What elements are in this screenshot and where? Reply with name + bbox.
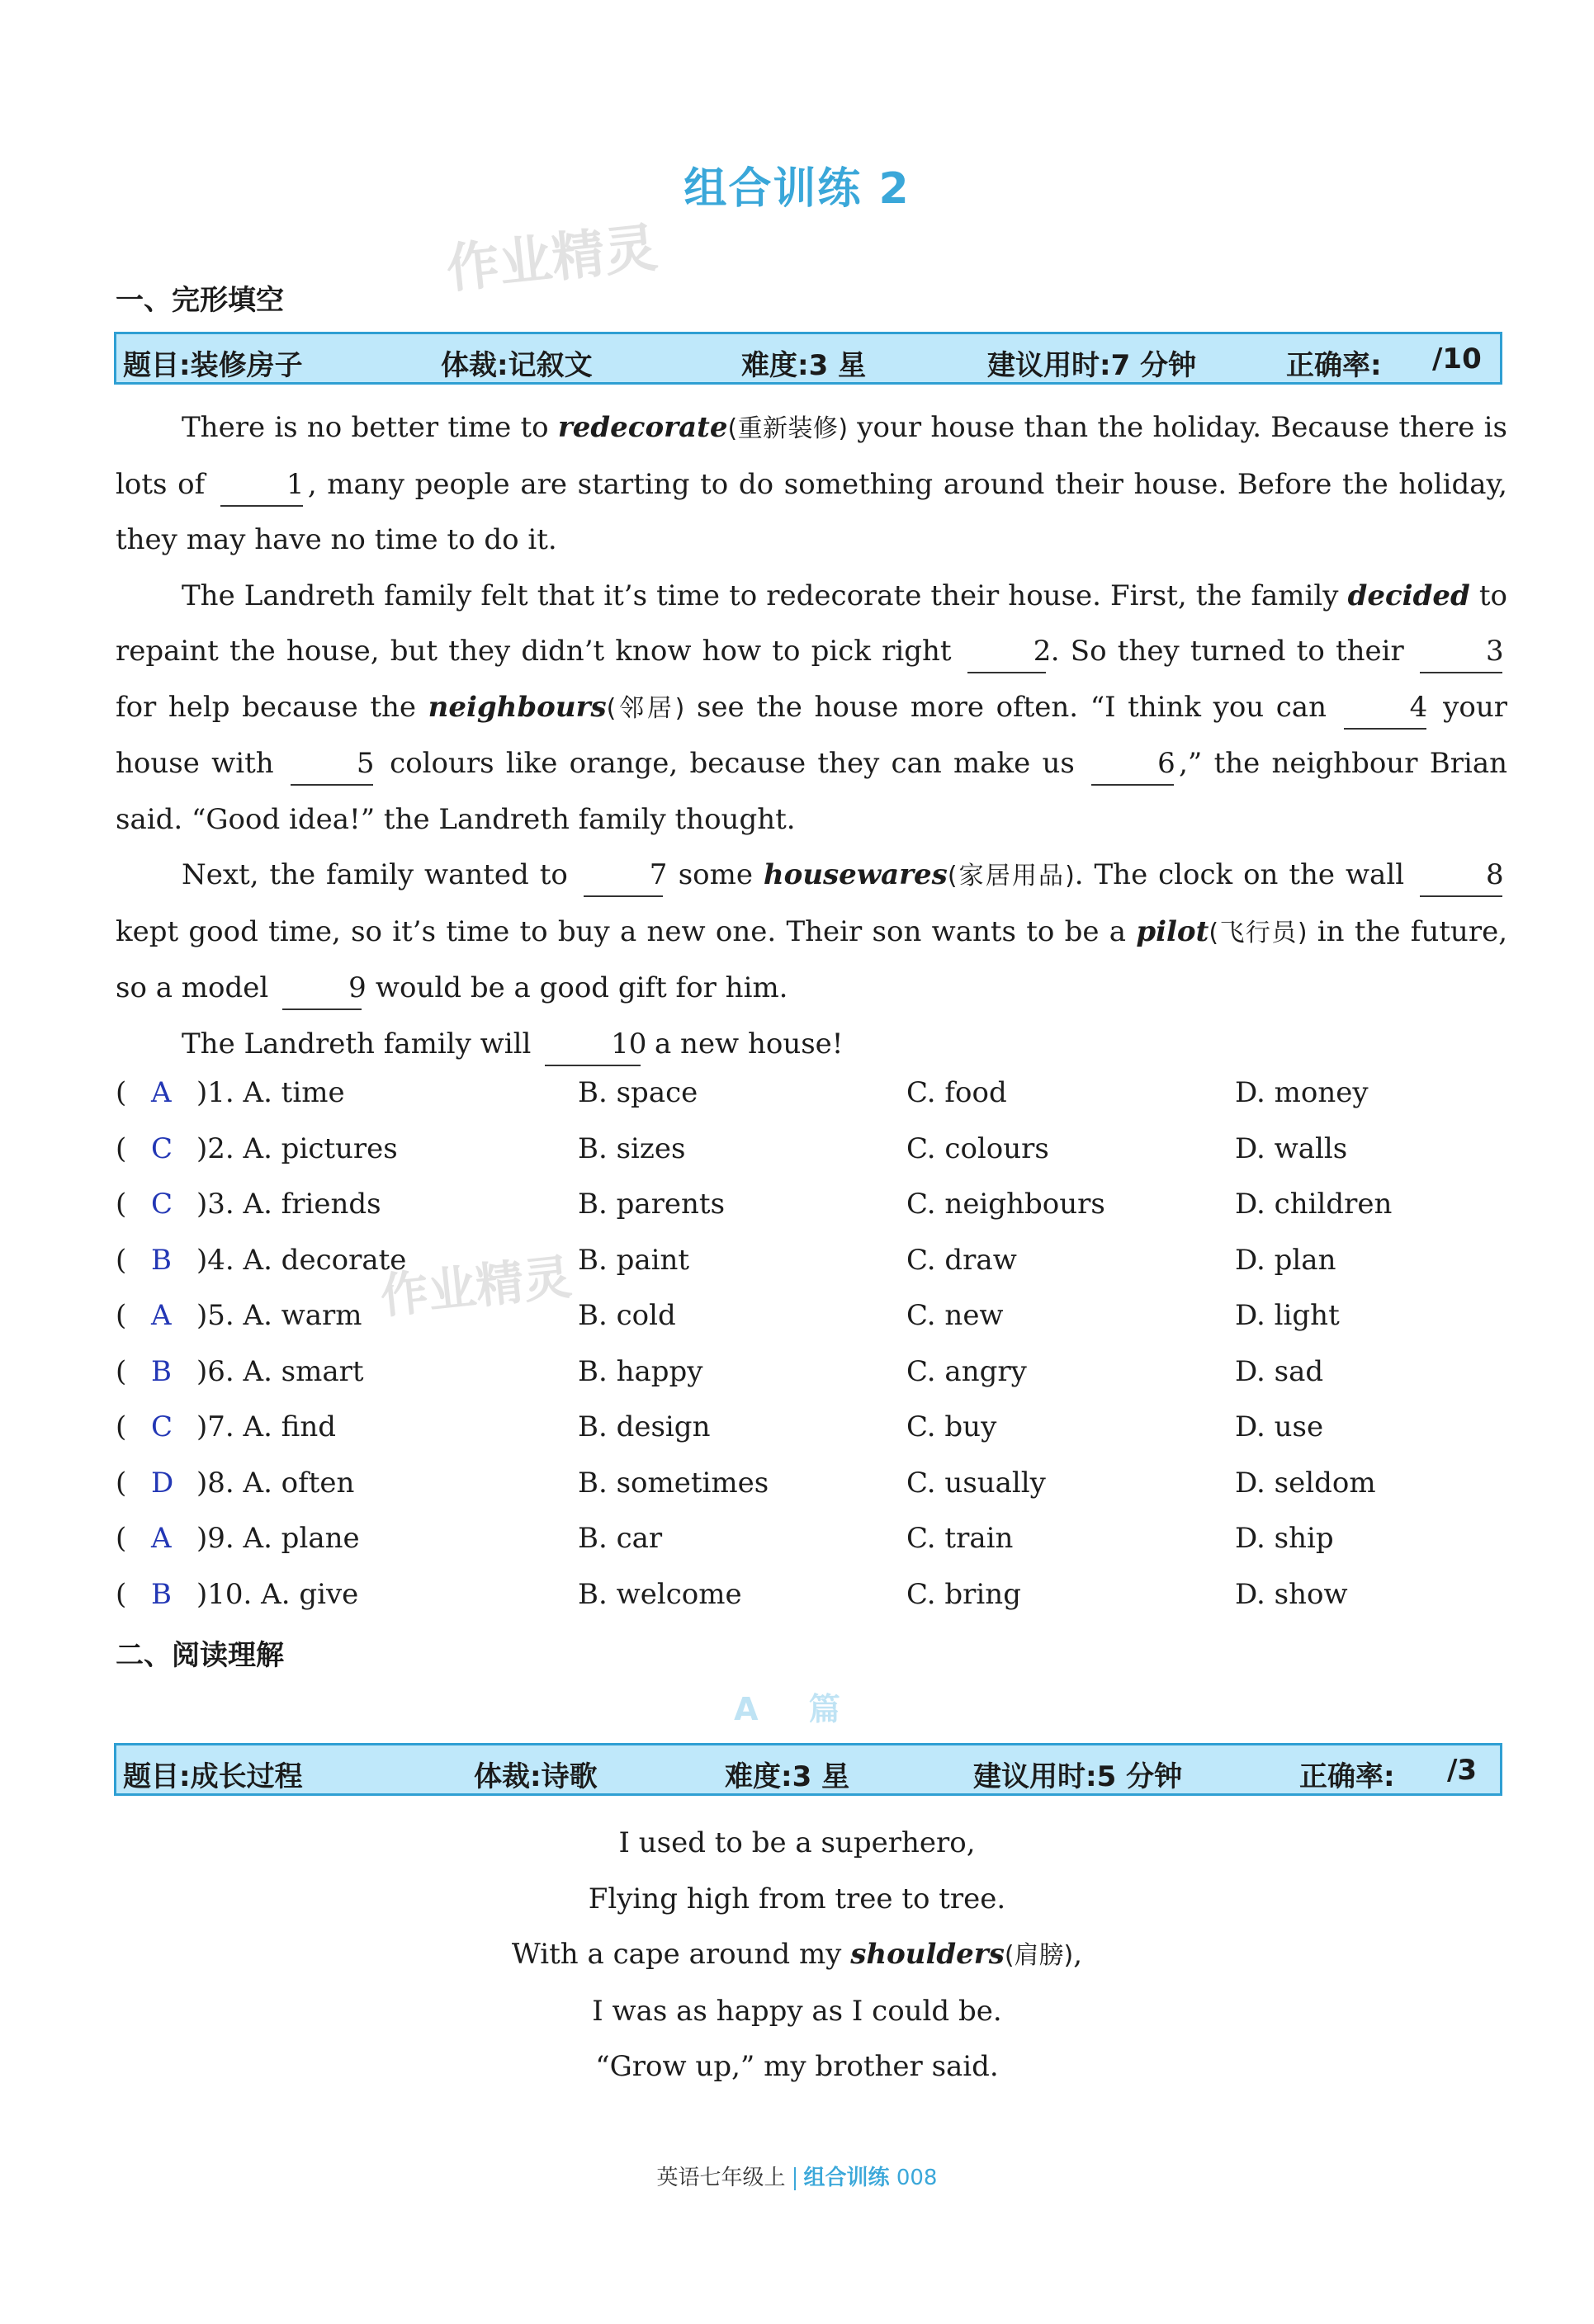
blank-3[interactable]: 3 xyxy=(1420,631,1502,673)
selected-answer[interactable]: B xyxy=(151,1354,172,1388)
info-genre: 体裁:诗歌 xyxy=(474,1760,598,1793)
option-a[interactable]: )8. A. often xyxy=(196,1466,355,1500)
selected-answer[interactable]: A xyxy=(151,1076,172,1109)
option-d[interactable]: D. money xyxy=(1235,1076,1369,1109)
info-accuracy: 正确率: xyxy=(1286,349,1382,382)
option-d[interactable]: D. use xyxy=(1235,1410,1324,1443)
option-b[interactable]: B. sometimes xyxy=(578,1466,769,1500)
paragraph-2: The Landreth family felt that it’s time to redecorate their house. First, the family decided to repaint the house, but they didn’t know how to pick right 2. So they turned to their 3 for help because the neighbours(邻居) see the house more often. “I think you can 4 your house with 5 colours like orange, because they can make us 6 ,” the neighbour Brian said. “Good idea!” the Landreth family thought. xyxy=(116,579,1508,836)
option-c[interactable]: C. new xyxy=(906,1299,1004,1332)
poem-line-3: With a cape around my shoulders(肩膀), xyxy=(511,1938,1083,1971)
option-c[interactable]: C. angry xyxy=(906,1354,1027,1388)
blank-7[interactable]: 7 xyxy=(584,854,663,897)
poem xyxy=(0,1816,1594,2095)
poem-line-1: I used to be a superhero, xyxy=(618,1826,976,1859)
option-row: ( C )3. A. friends B. parents C. neighbours D. children xyxy=(116,1188,1393,1221)
poem-line-4: I was as happy as I could be. xyxy=(592,1994,1002,2028)
option-a[interactable]: )6. A. smart xyxy=(196,1354,364,1388)
option-b[interactable]: B. space xyxy=(578,1076,698,1109)
option-c[interactable]: C. usually xyxy=(906,1466,1046,1500)
selected-answer[interactable]: B xyxy=(151,1243,172,1277)
paragraph-4: The Landreth family will 10 a new house! xyxy=(116,1017,1507,1073)
option-b[interactable]: B. welcome xyxy=(578,1577,742,1611)
option-row: ( B )6. A. smart B. happy C. angry D. sad xyxy=(116,1354,1324,1388)
selected-answer[interactable]: A xyxy=(151,1299,172,1332)
page-number: 008 xyxy=(896,2166,938,2190)
footer-section: 组合训练 xyxy=(803,2166,890,2190)
option-b[interactable]: B. paint xyxy=(578,1243,690,1277)
option-c[interactable]: C. food xyxy=(906,1076,1007,1109)
watermark-top: 作业精灵 xyxy=(443,217,660,301)
option-row: ( C )2. A. pictures B. sizes C. colours D. walls xyxy=(116,1131,1348,1165)
option-row: ( A )5. A. warm B. cold C. new D. light xyxy=(116,1299,1340,1332)
option-d[interactable]: D. walls xyxy=(1235,1131,1348,1165)
blank-6[interactable]: 6 xyxy=(1091,743,1174,786)
option-c[interactable]: C. colours xyxy=(906,1131,1049,1165)
option-b[interactable]: B. car xyxy=(578,1522,663,1555)
info-difficulty: 难度:3 星 xyxy=(725,1760,850,1793)
selected-answer[interactable]: C xyxy=(151,1131,173,1165)
option-row: ( C )7. A. find B. design C. buy D. use xyxy=(116,1410,1324,1443)
option-row: ( B )10. A. give B. welcome C. bring D. show xyxy=(116,1577,1348,1611)
info-score: /10 xyxy=(1432,342,1482,376)
option-a[interactable]: )1. A. time xyxy=(196,1076,345,1109)
blank-9[interactable]: 9 xyxy=(282,967,362,1010)
option-c[interactable]: C. buy xyxy=(906,1410,997,1443)
option-d[interactable]: D. plan xyxy=(1235,1243,1336,1277)
blank-5[interactable]: 5 xyxy=(291,743,373,786)
info-accuracy: 正确率: xyxy=(1299,1760,1395,1793)
option-b[interactable]: B. design xyxy=(578,1410,711,1443)
option-a[interactable]: )7. A. find xyxy=(196,1410,337,1443)
selected-answer[interactable]: D xyxy=(151,1466,174,1500)
option-c[interactable]: C. train xyxy=(906,1522,1014,1555)
option-a[interactable]: )9. A. plane xyxy=(196,1522,360,1555)
page-footer xyxy=(0,2161,1594,2191)
option-d[interactable]: D. light xyxy=(1235,1299,1340,1332)
section2-info-bar xyxy=(114,1743,1502,1796)
footer-divider xyxy=(794,2167,796,2190)
option-c[interactable]: C. neighbours xyxy=(906,1188,1105,1221)
watermark-middle: 作业精灵 xyxy=(377,1249,575,1325)
option-b[interactable]: B. happy xyxy=(578,1354,703,1388)
section2-heading: 二、阅读理解 xyxy=(116,1639,284,1672)
option-b[interactable]: B. sizes xyxy=(578,1131,686,1165)
option-d[interactable]: D. ship xyxy=(1235,1522,1334,1555)
poem-line-5: “Grow up,” my brother said. xyxy=(595,2050,999,2083)
page-title: 组合训练 2 xyxy=(683,164,911,214)
selected-answer[interactable]: A xyxy=(151,1522,172,1555)
info-topic: 题目:装修房子 xyxy=(123,349,303,382)
selected-answer[interactable]: B xyxy=(151,1577,172,1611)
option-d[interactable]: D. children xyxy=(1235,1188,1393,1221)
blank-2[interactable]: 2 xyxy=(967,631,1046,673)
poem-line-2: Flying high from tree to tree. xyxy=(588,1882,1006,1915)
option-d[interactable]: D. show xyxy=(1235,1577,1348,1611)
paragraph-3: Next, the family wanted to 7 some housewares(家居用品). The clock on the wall 8 kept good time, so it’s time to buy a new one. Their son wants to be a pilot(飞行员) in the future, so a model 9 would be a good gift for him. xyxy=(116,848,1507,1017)
option-a[interactable]: )5. A. warm xyxy=(196,1299,362,1332)
selected-answer[interactable]: C xyxy=(151,1410,173,1443)
option-a[interactable]: )3. A. friends xyxy=(196,1188,381,1221)
blank-10[interactable]: 10 xyxy=(545,1023,641,1066)
info-difficulty: 难度:3 星 xyxy=(741,349,867,382)
section1-heading: 一、完形填空 xyxy=(116,284,284,317)
blank-8[interactable]: 8 xyxy=(1420,854,1502,897)
option-a[interactable]: )10. A. give xyxy=(196,1577,359,1611)
passage-a-heading: A 篇 xyxy=(734,1691,860,1727)
answer-options xyxy=(116,1070,1519,1627)
info-time: 建议用时:7 分钟 xyxy=(987,349,1197,382)
info-topic: 题目:成长过程 xyxy=(123,1760,303,1793)
footer-book: 英语七年级上 xyxy=(656,2166,786,2190)
cloze-passage xyxy=(116,400,1507,1072)
info-genre: 体裁:记叙文 xyxy=(441,349,593,382)
blank-1[interactable]: 1 xyxy=(220,464,303,507)
option-d[interactable]: D. sad xyxy=(1235,1354,1324,1388)
option-row: ( A )9. A. plane B. car C. train D. ship xyxy=(116,1522,1334,1555)
option-c[interactable]: C. bring xyxy=(906,1577,1021,1611)
option-b[interactable]: B. parents xyxy=(578,1188,726,1221)
option-row: ( D )8. A. often B. sometimes C. usually D. seldom xyxy=(116,1466,1376,1500)
selected-answer[interactable]: C xyxy=(151,1188,173,1221)
option-a[interactable]: )4. A. decorate xyxy=(196,1243,407,1277)
option-d[interactable]: D. seldom xyxy=(1235,1466,1376,1500)
option-row: ( A )1. A. time B. space C. food D. money xyxy=(116,1076,1369,1109)
info-time: 建议用时:5 分钟 xyxy=(973,1760,1183,1793)
option-row: ( B )4. A. decorate B. paint C. draw D. plan xyxy=(116,1243,1336,1277)
option-a[interactable]: )2. A. pictures xyxy=(196,1131,398,1165)
option-b[interactable]: B. cold xyxy=(578,1299,676,1332)
blank-4[interactable]: 4 xyxy=(1344,687,1426,730)
option-c[interactable]: C. draw xyxy=(906,1243,1017,1277)
paragraph-1: There is no better time to redecorate(重新装修) your house than the holiday. Because there is lots of 1 , many people are starting to do something around their house. Before the holiday, they may have no time to do it. xyxy=(116,411,1507,556)
section1-info-bar xyxy=(114,332,1502,385)
info-score: /3 xyxy=(1447,1754,1478,1787)
